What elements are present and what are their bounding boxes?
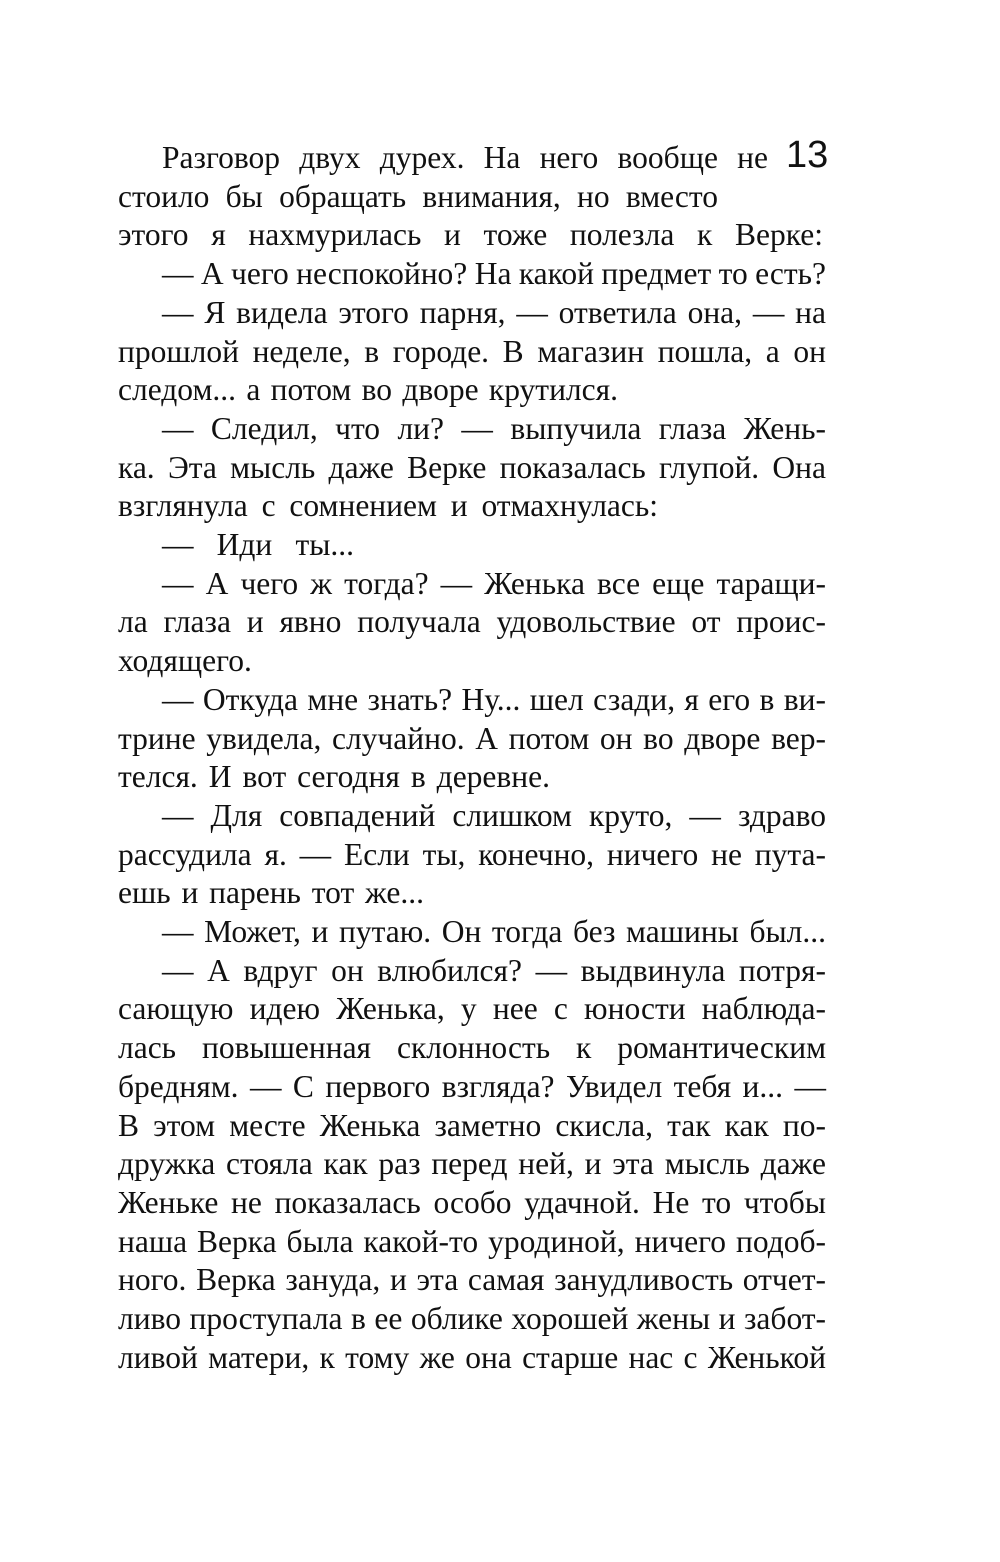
- text-line: — А чего неспокойно? На какой предмет то есть?: [162, 256, 827, 292]
- text-line: этого я нахмурилась и тоже полезла к Верке:: [118, 217, 824, 253]
- text-line: взглянула с сомнением и отмахнулась:: [118, 488, 659, 524]
- text-line: трине увидела, случайно. А потом он во дворе вер-: [118, 720, 826, 756]
- text-line: сающую идею Женька, у нее с юности наблюда-: [118, 991, 827, 1027]
- text-line: — Следил, что ли? — выпучила глаза Жень-: [162, 410, 826, 446]
- text-line: Женьке не показалась особо удачной. Не то чтобы: [118, 1184, 826, 1220]
- text-line: В этом месте Женька заметно скисла, так как по-: [118, 1107, 827, 1143]
- text-line: лась повышенная склонность к романтическим: [118, 1030, 826, 1066]
- text-line: наша Верка была какой-то уродиной, ничего подоб-: [118, 1223, 827, 1259]
- text-line: — А вдруг он влюбился? — выдвинула потря-: [162, 952, 826, 988]
- text-line: — Откуда мне знать? Ну... шел сзади, я его в ви-: [162, 681, 826, 717]
- text-line: Разговор двух дурех. На него вообще не: [162, 140, 768, 175]
- text-line: — Для совпадений слишком круто, — здраво: [162, 797, 826, 833]
- page-number: 13: [786, 134, 829, 176]
- text-line: стоило бы обращать внимания, но вместо: [118, 178, 718, 214]
- text-line: ла глаза и явно получала удовольствие от проис-: [118, 604, 827, 640]
- text-line: рассудила я. — Если ты, конечно, ничего не пута-: [118, 836, 827, 872]
- text-line: ешь и парень тот же...: [118, 875, 424, 911]
- text-line: ливой матери, к тому же она старше нас с Женькой: [118, 1339, 826, 1375]
- text-line: — А чего ж тогда? — Женька все еще таращи-: [162, 565, 826, 601]
- text-line: прошлой неделе, в городе. В магазин пошла, а он: [118, 333, 826, 369]
- text-line: — Иди ты...: [162, 527, 354, 562]
- text-line: следом... а потом во дворе крутился.: [118, 372, 618, 408]
- text-line: бредням. — С первого взгляда? Увидел тебя и... —: [118, 1068, 826, 1104]
- text-line: дружка стояла как раз перед ней, и эта мысль даже: [118, 1146, 826, 1182]
- text-line: телся. И вот сегодня в деревне.: [118, 759, 550, 795]
- text-line: — Я видела этого парня, — ответила она, — на: [162, 294, 826, 330]
- text-line: ка. Эта мысль даже Верке показалась глупой. Она: [118, 449, 827, 485]
- text-line: ливо проступала в ее облике хорошей жены и забот-: [118, 1301, 827, 1336]
- text-line: ного. Верка зануда, и эта самая занудливость отчет-: [118, 1262, 826, 1298]
- text-line: ходящего.: [118, 643, 252, 679]
- text-line: — Может, и путаю. Он тогда без машины был...: [162, 914, 826, 949]
